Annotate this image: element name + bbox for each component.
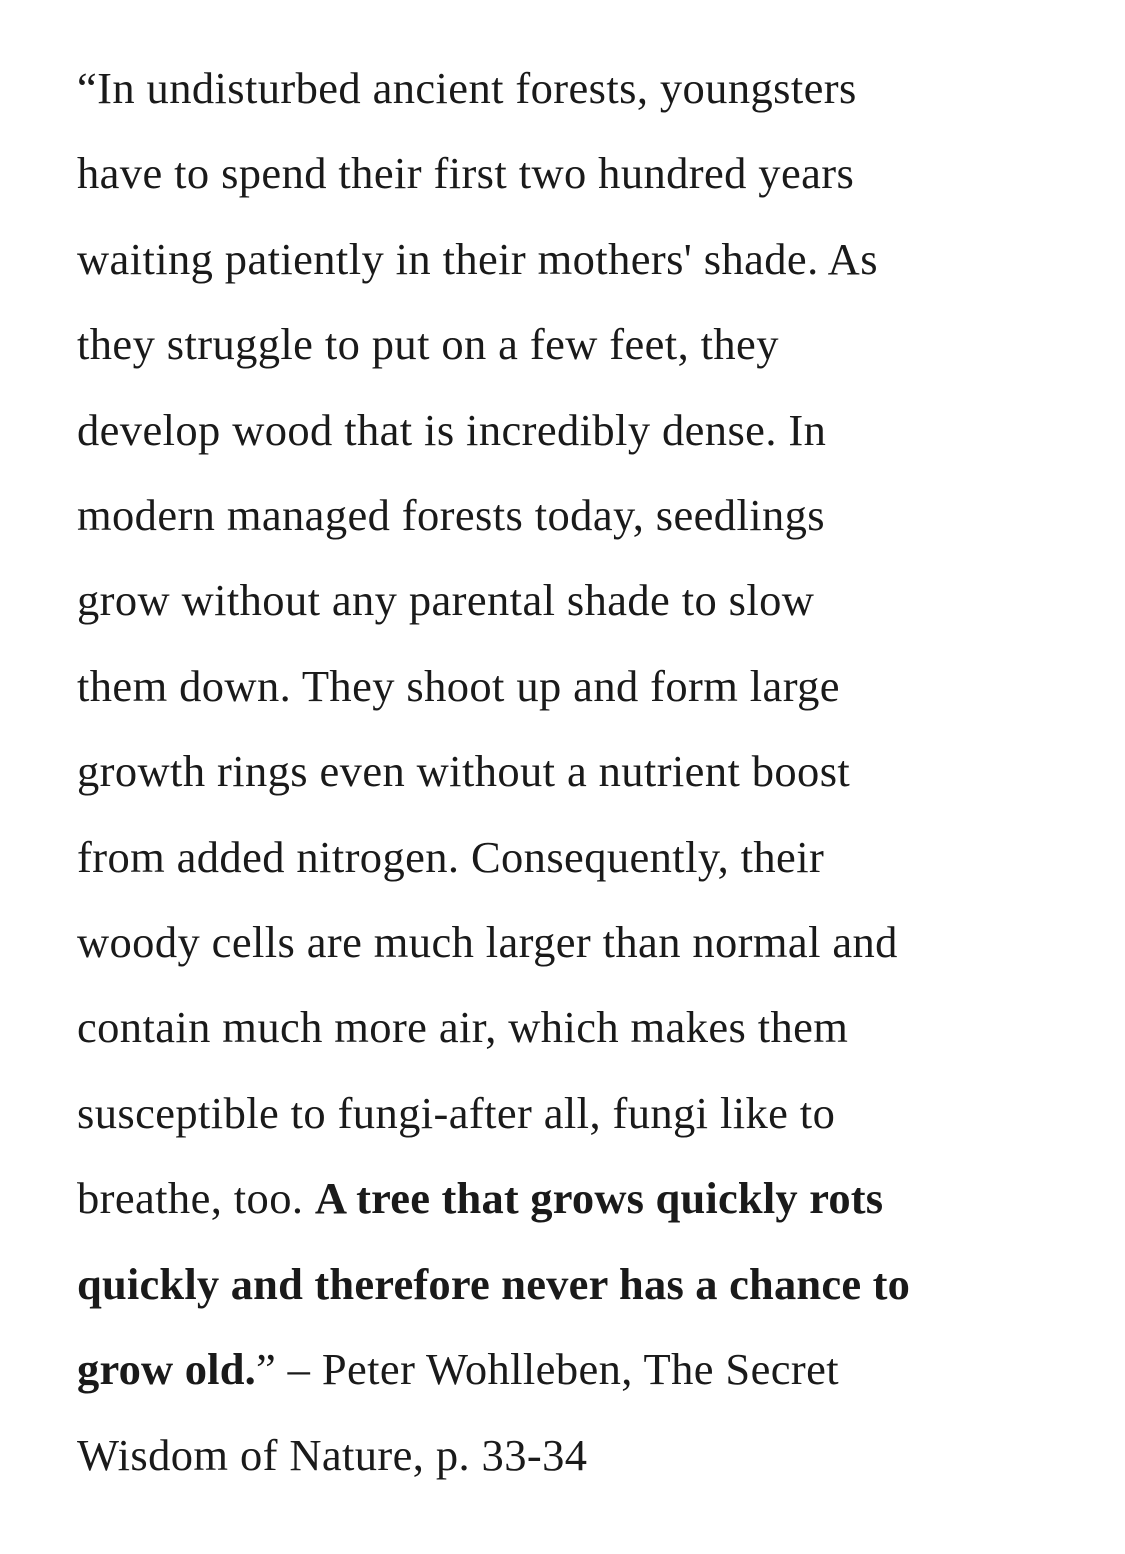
quote-emphasis: grow old.	[77, 1344, 256, 1395]
quote-line: they struggle to put on a few feet, they	[77, 319, 779, 370]
quote-line: waiting patiently in their mothers' shade. As	[77, 233, 878, 284]
quote-emphasis: A tree that grows quickly rots	[314, 1173, 884, 1224]
quote-line: from added nitrogen. Consequently, their	[77, 831, 825, 882]
quote-attribution: ” – Peter Wohlleben, The Secret	[256, 1344, 840, 1395]
quote-line: susceptible to fungi-after all, fungi like to	[77, 1087, 836, 1138]
quote-line: grow without any parental shade to slow	[77, 575, 815, 626]
quote-text-regular: breathe, too.	[77, 1173, 315, 1224]
quote-text	[77, 46, 1067, 1498]
quote-line	[77, 1327, 1067, 1412]
quote-line: “In undisturbed ancient forests, youngsters	[77, 63, 857, 113]
quote-line: have to spend their first two hundred years	[77, 148, 855, 199]
quote-line: them down. They shoot up and form large	[77, 660, 840, 711]
quote-line: contain much more air, which makes them	[77, 1002, 849, 1053]
quote-line: growth rings even without a nutrient boost	[77, 746, 851, 797]
quote-line: woody cells are much larger than normal and	[77, 917, 898, 968]
quote-emphasis: quickly and therefore never has a chance to	[77, 1258, 911, 1309]
quote-source: Wisdom of Nature, p. 33-34	[77, 1429, 588, 1480]
quote-line: develop wood that is incredibly dense. In	[77, 404, 827, 455]
quote-line	[77, 1156, 1067, 1241]
quote-line: modern managed forests today, seedlings	[77, 490, 826, 541]
